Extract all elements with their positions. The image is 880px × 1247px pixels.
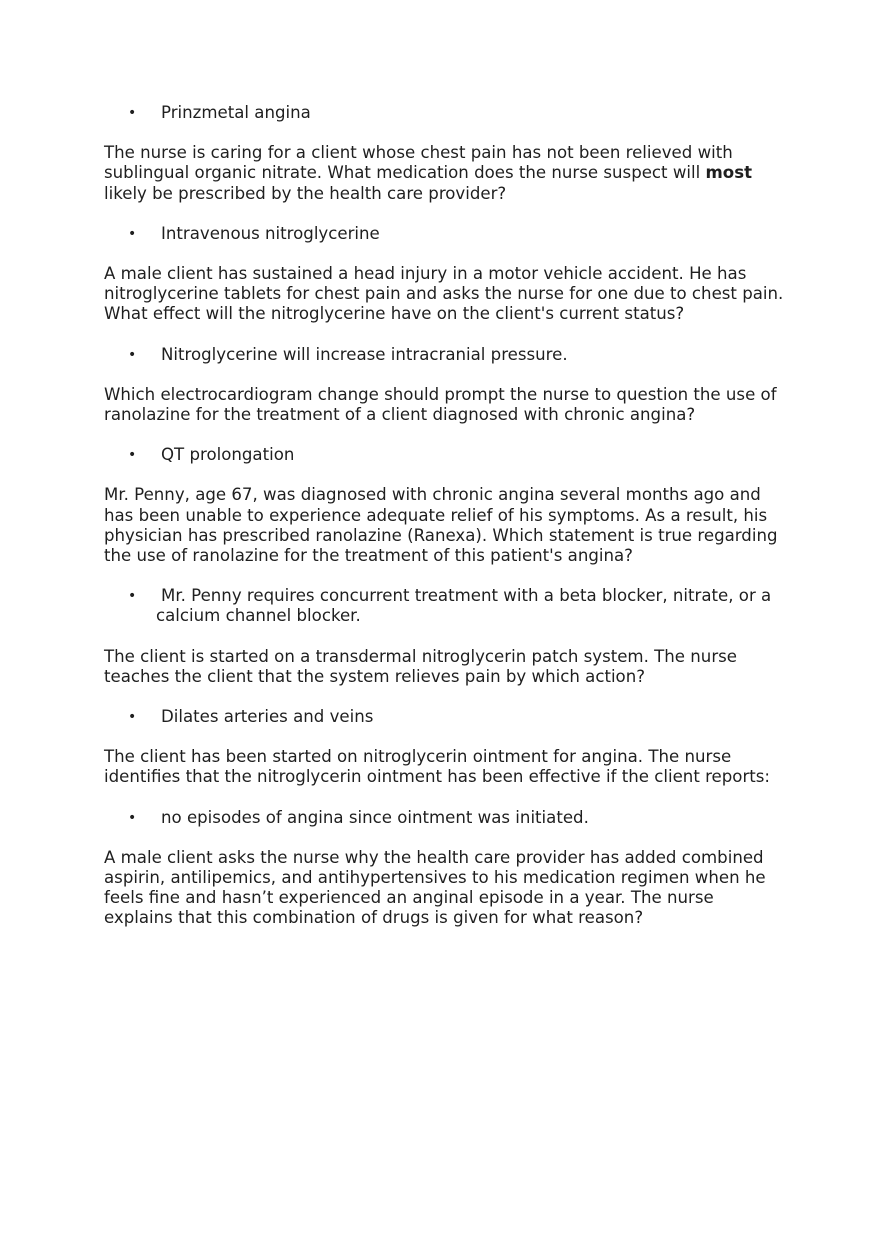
answer-text: Nitroglycerine will increase intracranial pressure. <box>161 344 568 364</box>
answer-item <box>104 707 784 727</box>
bullet-icon: • <box>128 447 137 464</box>
emphasis-text: most <box>705 163 753 183</box>
answer-text: no episodes of angina since ointment was initiated. <box>161 807 589 827</box>
bullet-icon: • <box>128 709 137 726</box>
bullet-icon: • <box>128 105 137 121</box>
question-text: The client has been started on nitroglycerin ointment for angina. The nurse identifies that the nitroglycerin ointment has been effective if the client reports: <box>104 747 771 787</box>
answer-item <box>104 224 784 244</box>
answer-text: Mr. Penny requires concurrent treatment with a beta blocker, nitrate, or a calcium channel blocker. <box>156 586 772 626</box>
question-text-part: likely be prescribed by the health care provider? <box>104 183 507 203</box>
answer-text: Dilates arteries and veins <box>161 707 374 727</box>
bullet-icon: • <box>128 346 137 363</box>
document-content <box>104 103 784 949</box>
question-text: Which electrocardiogram change should prompt the nurse to question the use of ranolazine for the treatment of a client diagnosed with chronic angina? <box>104 384 777 425</box>
question-text: A male client has sustained a head injury in a motor vehicle accident. He has nitroglycerine tablets for chest pain and asks the nurse for one due to chest pain. What effect will the nitroglycerine have on the client's current status? <box>104 264 784 324</box>
answer-text: Intravenous nitroglycerine <box>161 223 380 243</box>
question-text: A male client asks the nurse why the health care provider has added combined aspirin, antilipemics, and antihypertensives to his medication regimen when he feels fine and hasn’t experienced an anginal episode in a year. The nurse explains that this combination of drugs is given for what reason? <box>104 847 766 928</box>
question-text: Mr. Penny, age 67, was diagnosed with chronic angina several months ago and has been unable to experience adequate relief of his symptoms. As a result, his physician has prescribed ranolazine (Ranexa). Which statement is true regarding the use of ranolazine for the treatment of this patient's angina? <box>104 485 778 566</box>
bullet-icon: • <box>128 809 137 826</box>
answer-text: QT prolongation <box>161 445 295 465</box>
question-text-part: The nurse is caring for a client whose chest pain has not been relieved with sublingual organic nitrate. What medication does the nurse suspect will <box>104 143 733 183</box>
bullet-icon: • <box>128 588 137 605</box>
bullet-icon: • <box>128 225 137 242</box>
answer-item <box>104 103 784 123</box>
answer-text: Prinzmetal angina <box>161 103 311 122</box>
answer-item <box>104 345 784 365</box>
answer-item <box>104 586 784 626</box>
answer-item <box>104 445 784 465</box>
question-text <box>104 143 784 204</box>
question-text: The client is started on a transdermal nitroglycerin patch system. The nurse teaches the client that the system relieves pain by which action? <box>104 646 737 686</box>
answer-item <box>104 808 784 828</box>
